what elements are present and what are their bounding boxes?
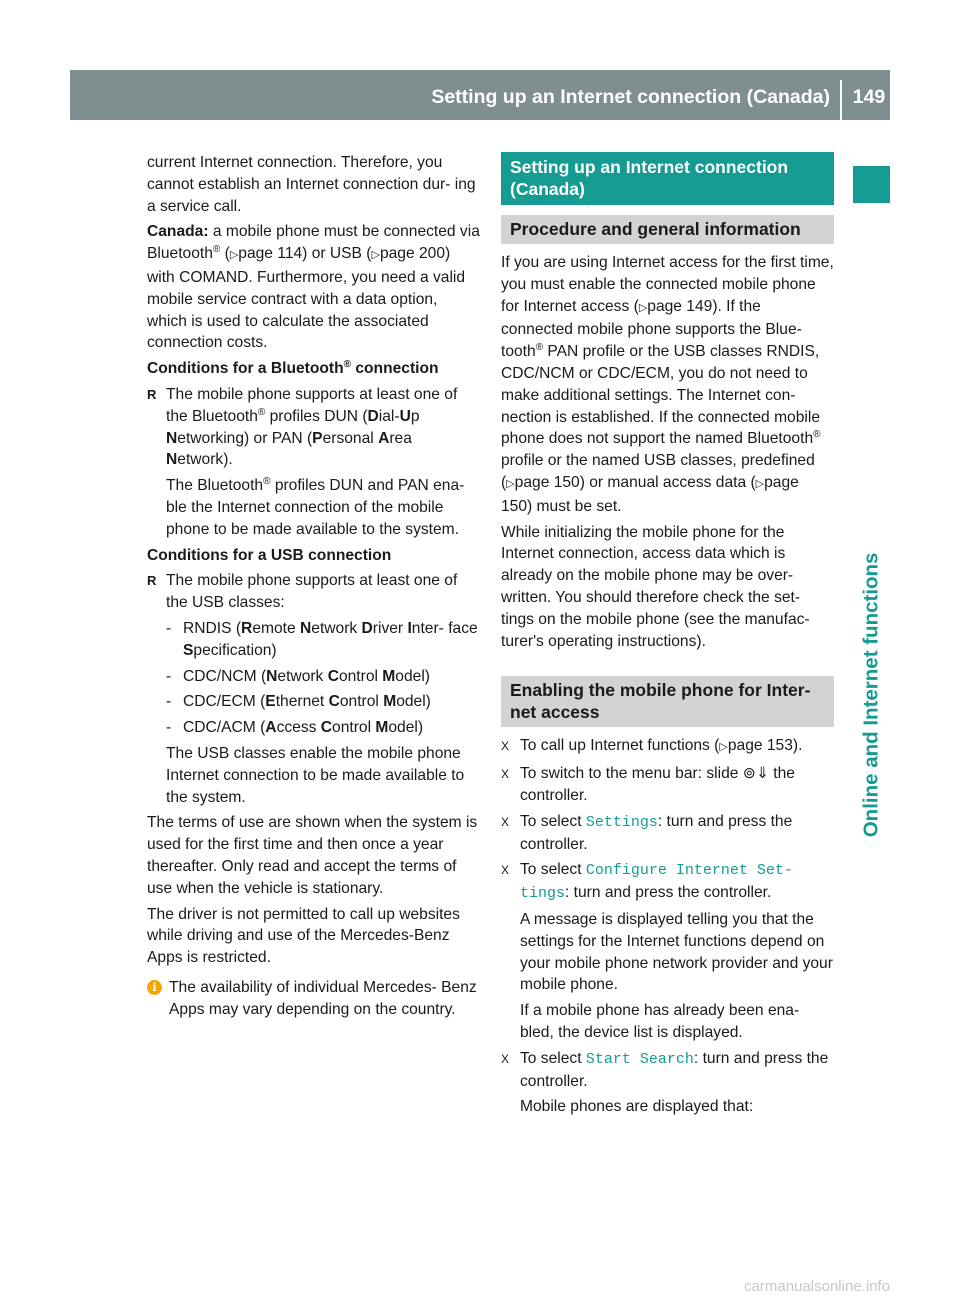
info-icon: i xyxy=(147,980,162,995)
controller-slide-icon: ⊚⇓ xyxy=(742,765,769,783)
step-arrow-icon: X xyxy=(501,767,510,782)
step-item: X To select Configure Internet Set‐ tings: turn and press the controller. xyxy=(501,861,793,903)
side-tab-marker xyxy=(853,166,890,203)
paragraph: The driver is not permitted to call up websites while driving and use of the Mercedes-Benz Apps is restricted. xyxy=(147,905,460,967)
page-title: Setting up an Internet connection (Canada) xyxy=(431,86,830,108)
note: The USB classes enable the mobile phone Internet connection to be made available to the system. xyxy=(166,744,465,806)
page-number: 149 xyxy=(852,86,886,108)
page-ref-icon: ▷ xyxy=(719,741,728,754)
step-note: If a mobile phone has already been ena- bled, the device list is displayed. xyxy=(520,1002,800,1041)
note: The Bluetooth® profiles DUN and PAN ena- ble the Internet connection of the mobile phone to be made available to the system. xyxy=(166,475,465,538)
usb-class-item: - RNDIS (Remote Network Driver Inter- face Specification) xyxy=(166,619,478,659)
step-arrow-icon: X xyxy=(501,814,510,829)
paragraph: The terms of use are shown when the system is used for the first time and then once a year thereafter. Only read and accept the terms of use when the vehicle is stationary. xyxy=(147,814,478,897)
list-item: R The mobile phone supports at least one of the USB classes: xyxy=(147,572,458,612)
paragraph: Canada: a mobile phone must be connected via Bluetooth® (▷page 114) or USB (▷page 200) with COMAND. Furthermore, you need a valid mobile service contract with a data option, which is used to calculate the associated connection costs. xyxy=(147,223,480,352)
page-ref-icon: ▷ xyxy=(755,477,765,490)
step-item: X To select Settings: turn and press the controller. xyxy=(501,812,793,853)
list-item: R The mobile phone supports at least one of the Bluetooth® profiles DUN (Dial-Up Networking) or PAN (Personal Area Network). xyxy=(147,385,458,469)
subsection-heading: Procedure and general information xyxy=(501,215,834,244)
header-bar xyxy=(70,70,890,120)
page-ref-icon: ▷ xyxy=(229,249,239,262)
page-ref-icon: ▷ xyxy=(506,477,515,490)
menu-item-configure-internet-settings: Configure Internet Set‐ tings xyxy=(520,862,793,903)
info-note: i The availability of individual Mercedes- Benz Apps may vary depending on the country. xyxy=(147,977,480,1021)
right-column xyxy=(501,152,834,1122)
page-ref-icon: ▷ xyxy=(638,301,648,314)
menu-item-start-search: Start Search xyxy=(585,1050,694,1068)
step-item: X To switch to the menu bar: slide ⊚⇓ the controller. xyxy=(501,765,795,804)
section-heading: Setting up an Internet connection (Canada) xyxy=(501,152,834,205)
usb-class-item: - CDC/NCM (Network Control Model) xyxy=(166,667,430,685)
side-tab-label: Online and Internet functions xyxy=(859,552,883,838)
menu-item-settings: Settings xyxy=(585,813,658,831)
step-arrow-icon: X xyxy=(501,863,510,878)
bullet-icon: R xyxy=(147,573,157,589)
step-item: X To call up Internet functions (▷page 153). xyxy=(501,735,834,759)
paragraph: If you are using Internet access for the first time, you must enable the connected mobile phone for Internet access (▷page 149). If the connected mobile phone supports the Blue- tooth® PAN profile or the USB classes RNDIS, CDC/NCM or CDC/ECM, you do not need to make additional settings. The Internet con- nection is established. If the connected mobile phone does not support the named Bluetooth® profile or the named USB classes, predefined (▷page 150) or manual access data (▷page 150) must be set. xyxy=(501,254,834,515)
step-note: A message is displayed telling you that the settings for the Internet functions depend on your mobile phone network provider and your mobile phone. xyxy=(520,910,833,994)
watermark: carmanualsonline.info xyxy=(744,1278,890,1295)
subheading: Conditions for a Bluetooth® connection xyxy=(147,358,439,378)
header-divider xyxy=(840,80,842,120)
step-note: Mobile phones are displayed that: xyxy=(520,1098,754,1116)
step-item: X To select Start Search: turn and press the controller. xyxy=(501,1049,829,1090)
usb-class-item: - CDC/ECM (Ethernet Control Model) xyxy=(166,693,431,711)
step-arrow-icon: X xyxy=(501,739,510,754)
step-arrow-icon: X xyxy=(501,1051,510,1066)
subsection-heading: Enabling the mobile phone for Inter- net access xyxy=(501,676,834,727)
left-column xyxy=(147,152,480,1020)
bullet-icon: R xyxy=(147,386,157,402)
paragraph: While initializing the mobile phone for the Internet connection, access data which is already on the mobile phone may be over- written. You should therefore check the set- tings on the mobile phone (see the manufac- turer's operating instructions). xyxy=(501,523,810,650)
subheading: Conditions for a USB connection xyxy=(147,546,392,564)
page-ref-icon: ▷ xyxy=(371,249,380,262)
paragraph: current Internet connection. Therefore, you cannot establish an Internet connection dur- ing a service call. xyxy=(147,154,476,215)
usb-class-item: - CDC/ACM (Access Control Model) xyxy=(166,719,424,737)
